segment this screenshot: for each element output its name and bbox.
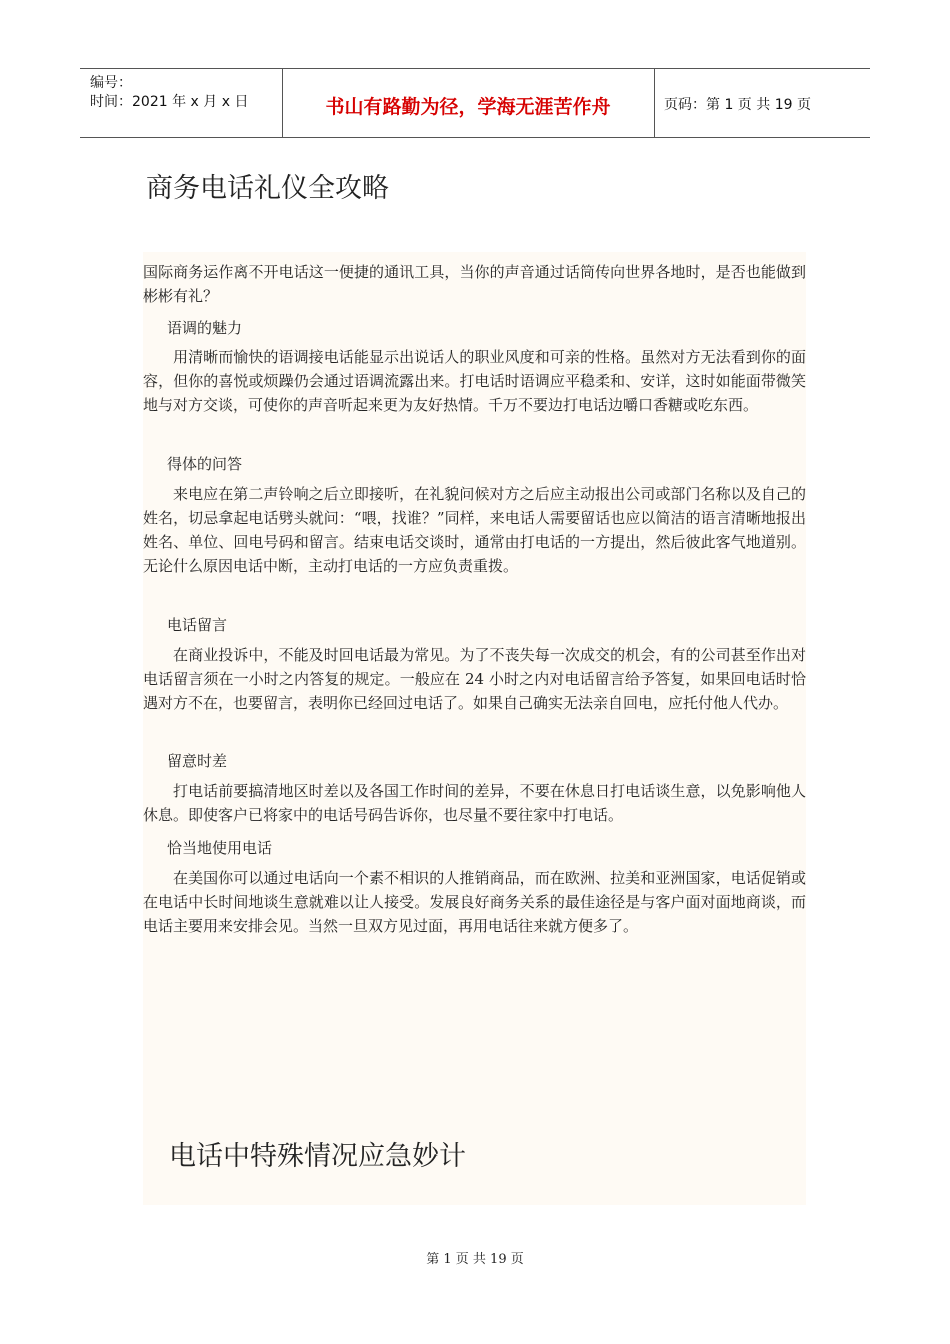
section-heading-timezone: 留意时差 <box>167 752 228 770</box>
section-body-usage: 在美国你可以通过电话向一个素不相识的人推销商品，而在欧洲、拉美和亚洲国家，电话促销或在电话中长时间地谈生意就难以让人接受。发展良好商务关系的最佳途径是与客户面对面地商谈，而电话主要用来安排会见。当然一旦双方见过面，再用电话往来就方便多了。 <box>143 869 806 935</box>
section-heading-usage: 恰当地使用电话 <box>167 839 273 857</box>
intro-paragraph: 国际商务运作离不开电话这一便捷的通讯工具，当你的声音通过话筒传向世界各地时，是否也能做到彬彬有礼？ <box>143 263 806 305</box>
section-heading-voicemail: 电话留言 <box>167 616 228 634</box>
section-body-voicemail: 在商业投诉中，不能及时回电话最为常见。为了不丧失每一次成交的机会，有的公司甚至作出对电话留言须在一小时之内答复的规定。一般应在 24 小时之内对电话留言给予答复，如果回电话时恰遇对方不在，也要留言，表明你已经回过电话了。如果自己确实无法亲自回电，应托付他人代办。 <box>143 646 806 712</box>
next-section-title: 电话中特殊情况应急妙计 <box>169 1141 466 1172</box>
section-body-timezone: 打电话前要搞清地区时差以及各国工作时间的差异，不要在休息日打电话谈生意，以免影响他人休息。即使客户已将家中的电话号码告诉你，也尽量不要往家中打电话。 <box>143 782 806 824</box>
page-title: 商务电话礼仪全攻略 <box>146 173 389 204</box>
section-heading-tone: 语调的魅力 <box>167 319 243 337</box>
header-meta-cell <box>80 69 283 137</box>
serial-label: 编号： <box>90 75 132 91</box>
document-header <box>80 68 870 138</box>
motto: 书山有路勤为径，学海无涯苦作舟 <box>325 96 611 118</box>
section-body-tone: 用清晰而愉快的语调接电话能显示出说话人的职业风度和可亲的性格。虽然对方无法看到你的面容，但你的喜悦或烦躁仍会通过语调流露出来。打电话时语调应平稳柔和、安详，这时如能面带微笑地与对方交谈，可使你的声音听起来更为友好热情。千万不要边打电话边嚼口香糖或吃东西。 <box>143 348 806 414</box>
time-label: 时间：2021 年 x 月 x 日 <box>90 94 249 110</box>
page-info: 页码：第 1 页 共 19 页 <box>664 97 811 113</box>
page-footer: 第 1 页 共 19 页 <box>426 1252 524 1267</box>
section-body-answering: 来电应在第二声铃响之后立即接听，在礼貌问候对方之后应主动报出公司或部门名称以及自己的姓名，切忌拿起电话劈头就问：“喂，找谁？”同样，来电话人需要留话也应以简洁的语言清晰地报出姓名、单位、回电号码和留言。结束电话交谈时，通常由打电话的一方提出，然后彼此客气地道别。无论什么原因电话中断，主动打电话的一方应负责重拨。 <box>143 485 806 575</box>
header-motto-cell <box>282 69 655 137</box>
header-page-cell <box>654 69 870 137</box>
section-heading-answering: 得体的问答 <box>167 455 243 473</box>
